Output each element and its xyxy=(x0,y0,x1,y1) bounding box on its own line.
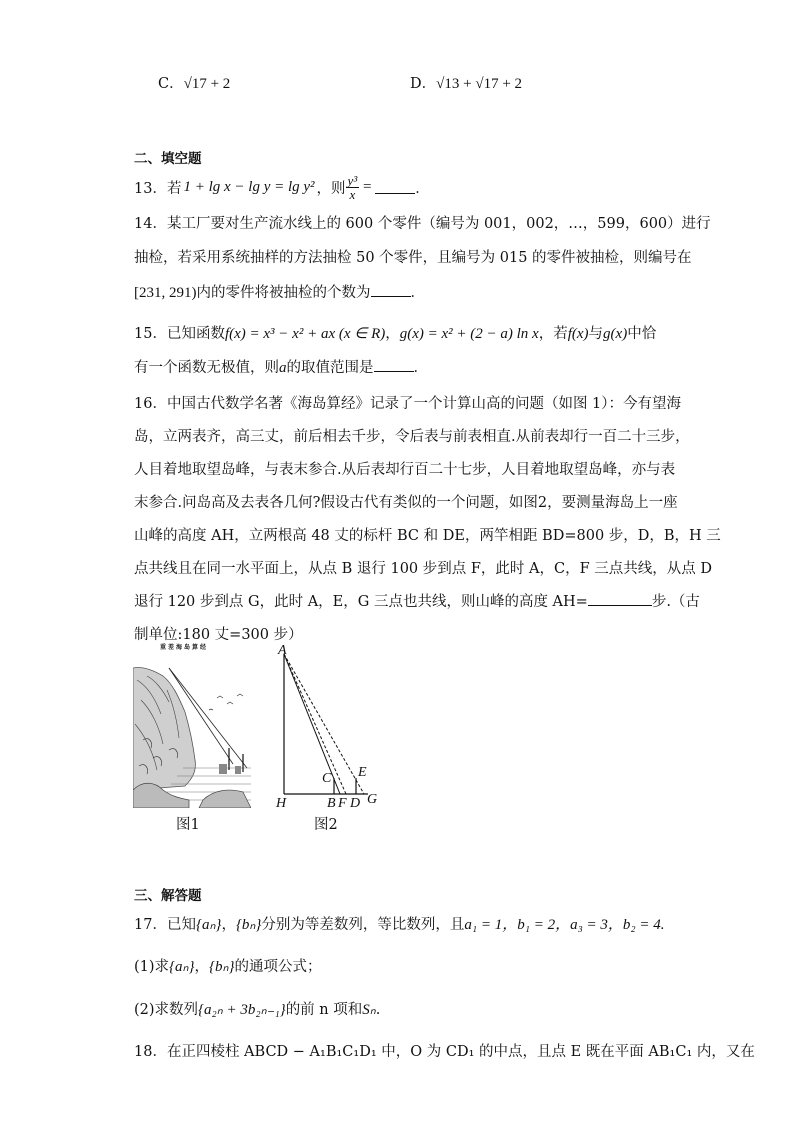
figure-1 xyxy=(133,640,251,808)
option-c-label: C． xyxy=(158,76,184,92)
q17-p2-a: (2)求数列 xyxy=(134,1002,199,1018)
figure-2-caption: 图2 xyxy=(314,817,338,833)
label-a: A xyxy=(278,643,287,658)
q17-part2 xyxy=(134,998,380,1019)
q16-line7-a: 退行 120 步到点 G，此时 A，E，G 三点也共线，则山峰的高度 AH= xyxy=(134,594,588,610)
q17-bn: {bₙ} xyxy=(235,917,262,933)
q15-prefix: 15．已知函数 xyxy=(134,326,225,342)
q14-line1: 14．某工厂要对生产流水线上的 600 个零件（编号为 001，002，…，599，600）进行 xyxy=(134,216,711,232)
q13-num: 13．若 xyxy=(134,180,182,197)
q13-mid: ，则 xyxy=(316,180,346,197)
q17-line1-b: 分别为等差数列，等比数列，且 xyxy=(261,917,465,933)
q17-sn: Sₙ xyxy=(362,1002,376,1018)
figure-1-caption: 图1 xyxy=(176,817,200,833)
q16-line5: 山峰的高度 AH，立两根高 48 丈的标杆 BC 和 DE，两竿相距 BD=800 步，D，B，H 三 xyxy=(134,528,721,544)
q18-line1: 18．在正四棱柱 ABCD − A₁B₁C₁D₁ 中，O 为 CD₁ 的中点，且点 E 既在平面 AB₁C₁ 内，又在 xyxy=(134,1044,755,1060)
q16-line7 xyxy=(134,590,700,611)
q14-line3 xyxy=(134,281,425,302)
q17-p2-seq: {a₂ₙ + 3b₂ₙ₋₁} xyxy=(198,1002,286,1018)
q15-mid: ，若 xyxy=(538,326,568,342)
question-13 xyxy=(134,172,430,202)
q15-end: ． xyxy=(413,360,428,376)
q15-line2-a: 有一个函数无极值，则 xyxy=(134,360,279,376)
section-answer-title: 三、解答题 xyxy=(134,888,202,904)
label-e: E xyxy=(358,765,367,780)
q14-line3-rest: 内的零件将被抽检的个数为 xyxy=(196,285,371,301)
q13-eq: = xyxy=(359,178,376,195)
q17-line1 xyxy=(134,913,665,934)
q13-frac-den: x xyxy=(349,186,356,202)
label-c: C xyxy=(322,771,332,786)
q16-line8: 制单位:180 丈=300 步） xyxy=(134,627,303,643)
figure-1-illustration xyxy=(133,640,251,808)
q15-line1 xyxy=(134,322,656,343)
q14-answer-blank[interactable] xyxy=(371,283,411,297)
q17-p1-bn: {bₙ} xyxy=(209,959,235,975)
q17-p2-b: 的前 n 项和 xyxy=(285,1002,363,1018)
q16-line4: 末参合.问岛高及去表各几何?假设古代有类似的一个问题，如图2，要测量海岛上一座 xyxy=(134,495,678,511)
q17-p2-end: . xyxy=(375,1002,381,1018)
figure-1-header: 重差海岛算经 xyxy=(160,644,209,651)
option-d-label: D． xyxy=(410,76,437,92)
q17-part1 xyxy=(134,955,322,976)
section-fill-in-title: 二、填空题 xyxy=(134,151,202,167)
q17-p1-b: 的通项公式； xyxy=(234,959,322,975)
q16-line6: 点共线且在同一水平面上，从点 B 退行 100 步到点 F，此时 A，C，F 三点共线，从点 D xyxy=(134,561,713,577)
option-c-expr: √17 + 2 xyxy=(183,76,231,92)
label-f: F xyxy=(338,796,347,810)
q15-g: g(x) xyxy=(603,326,628,342)
segment-ab xyxy=(284,654,340,794)
option-d xyxy=(410,72,522,93)
label-d: D xyxy=(350,796,361,810)
q16-line3: 人目着地取望岛峰，与表末参合.从后表却行百二十七步，人目着地取望岛峰，亦与表 xyxy=(134,462,676,478)
q14-interval: [231, 291) xyxy=(134,285,197,301)
q17-cond: a₁ = 1，b₁ = 2，a₃ = 3，b₂ = 4. xyxy=(464,917,665,933)
q15-g-expr: g(x) = x² + (2 − a) ln x xyxy=(399,326,539,342)
q15-line2 xyxy=(134,356,428,377)
q13-lhs: 1 + lg x − lg y = lg y² xyxy=(183,178,315,195)
q17-an: {aₙ} xyxy=(195,917,222,933)
q16-line1: 16．中国古代数学名著《海岛算经》记录了一个计算山高的问题（如图 1）：今有望海 xyxy=(134,396,682,412)
q16-line2: 岛，立两表齐，高三丈，前后相去千步，令后表与前表相直.从前表却行一百二十三步， xyxy=(134,429,690,445)
q16-answer-blank[interactable] xyxy=(588,592,652,606)
q15-a: a xyxy=(279,360,287,376)
q16-line7-b: 步.（古 xyxy=(651,594,700,610)
figure-2-diagram xyxy=(272,640,392,810)
q13-end: ． xyxy=(415,180,430,197)
q17-p1-an: {aₙ} xyxy=(169,959,195,975)
label-h: H xyxy=(276,796,287,810)
q17-sep: ， xyxy=(221,917,236,933)
label-b: B xyxy=(327,796,336,810)
label-g: G xyxy=(367,792,378,807)
q13-fraction xyxy=(346,174,360,201)
option-d-expr: √13 + √17 + 2 xyxy=(436,76,523,92)
q15-f-expr: f(x) = x³ − x² + ax (x ∈ R) xyxy=(224,326,386,342)
q15-f: f(x) xyxy=(567,326,589,342)
segment-af xyxy=(284,654,346,794)
q15-tail: 中恰 xyxy=(627,326,657,342)
q17-p1-a: (1)求 xyxy=(134,959,170,975)
q13-frac-num: y³ xyxy=(347,172,358,188)
q14-end: ． xyxy=(410,285,425,301)
q17-p1-sep: ， xyxy=(194,959,210,975)
q15-answer-blank[interactable] xyxy=(374,358,414,372)
q15-line2-b: 的取值范围是 xyxy=(286,360,374,376)
q15-with: 与 xyxy=(588,326,604,342)
q15-comma: ， xyxy=(385,326,400,342)
q14-line2: 抽检，若采用系统抽样的方法抽检 50 个零件，且编号为 015 的零件被抽检，则编号在 xyxy=(134,250,692,266)
option-c xyxy=(158,72,230,93)
q17-line1-a: 17．已知 xyxy=(134,917,196,933)
q13-answer-blank[interactable] xyxy=(375,180,415,194)
